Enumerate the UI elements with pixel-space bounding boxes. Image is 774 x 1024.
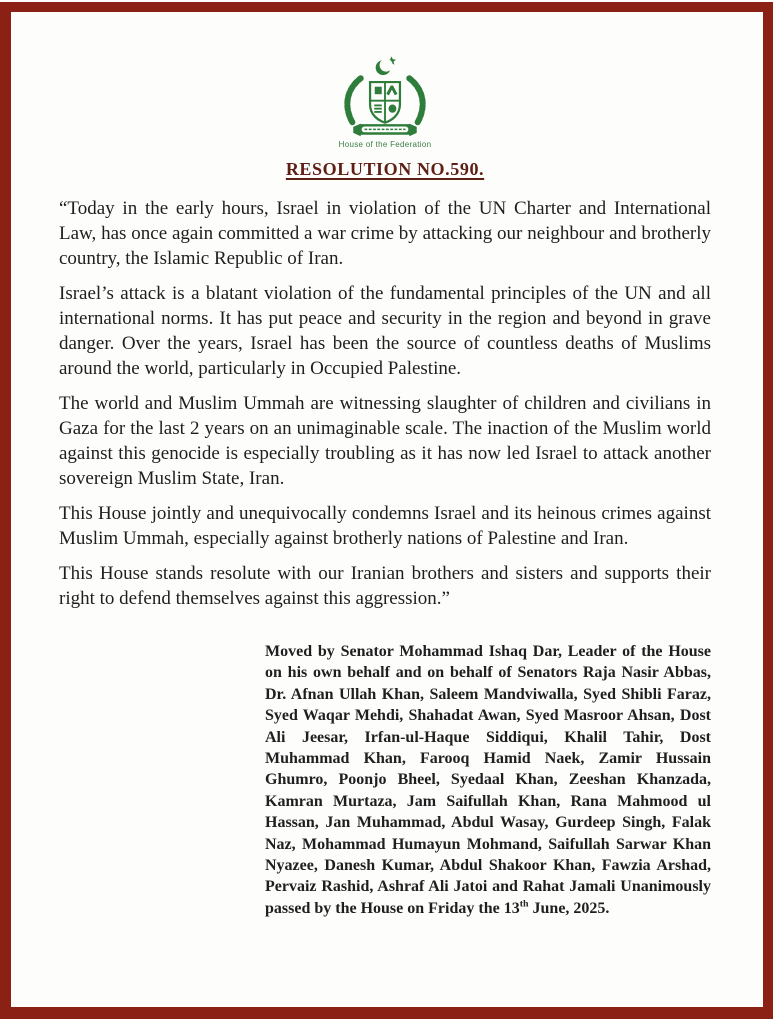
moved-by-date: June, 2025. [528,899,610,917]
house-of-the-federation-emblem-icon [329,54,441,140]
paragraph-3: The world and Muslim Ummah are witnessing slaughter of children and civilians in Gaza for the last 2 years on an unimaginable scale. The inaction of the Muslim world against this genocide is especially troubling as it has now led Israel to attack another sovereign Muslim State, Iran. [59,393,711,489]
moved-by-text: Moved by Senator Mohammad Ishaq Dar, Leader of the House on his own behalf and on behalf of Senators Raja Nasir Abbas, Dr. Afnan Ullah Khan, Saleem Mandviwalla, Syed Shibli Faraz, Syed Waqar Mehdi, Shahadat Awan, Syed Masroor Ahsan, Dost Ali Jeesar, Irfan-ul-Haque Siddiqui, Khalil Tahir, Dost Muhammad Khan, Farooq Hamid Naek, Zamir Hussain Ghumro, Poonjo Bheel, Syedaal Khan, Zeeshan Khanzada, Kamran Murtaza, Jam Saifullah Khan, Rana Mahmood ul Hassan, Jan Muhammad, Abdul Wasay, Gurdeep Singh, Falak Naz, Mohammad Humayun Mohmand, Saifullah Sarwar Khan Nyazee, Danesh Kumar, Abdul Shakoor Khan, Fawzia Arshad, Pervaiz Rashid, Ashraf Ali Jatoi and Rahat Jamali Unanimously passed by the House on Friday the 13 [265,643,711,917]
paragraph-1: “Today in the early hours, Israel in violation of the UN Charter and International Law, has once again committed a war crime by attacking our neighbour and brotherly country, the Islamic Republic of Iran. [59,198,711,269]
resolution-document-page [0,2,773,1019]
resolution-title: RESOLUTION NO.590. [285,159,485,179]
ordinal-superscript: th [519,898,529,910]
resolution-body [59,196,711,611]
moved-by-clause [265,641,711,919]
paragraph-5: This House stands resolute with our Iranian brothers and sisters and supports their right to defend themselves against this aggression.” [59,563,711,609]
paragraph-2: Israel’s attack is a blatant violation of the fundamental principles of the UN and all international norms. It has put peace and security in the region and beyond in grave danger. Over the years, Israel has been the source of countless deaths of Muslims around the world, particularly in Occupied Palestine. [59,283,711,379]
emblem-caption: House of the Federation [338,140,432,149]
document-content [11,12,763,919]
paragraph-4: This House jointly and unequivocally condemns Israel and its heinous crimes against Muslim Ummah, especially against brotherly nations of Palestine and Iran. [59,503,711,549]
emblem [59,54,711,150]
